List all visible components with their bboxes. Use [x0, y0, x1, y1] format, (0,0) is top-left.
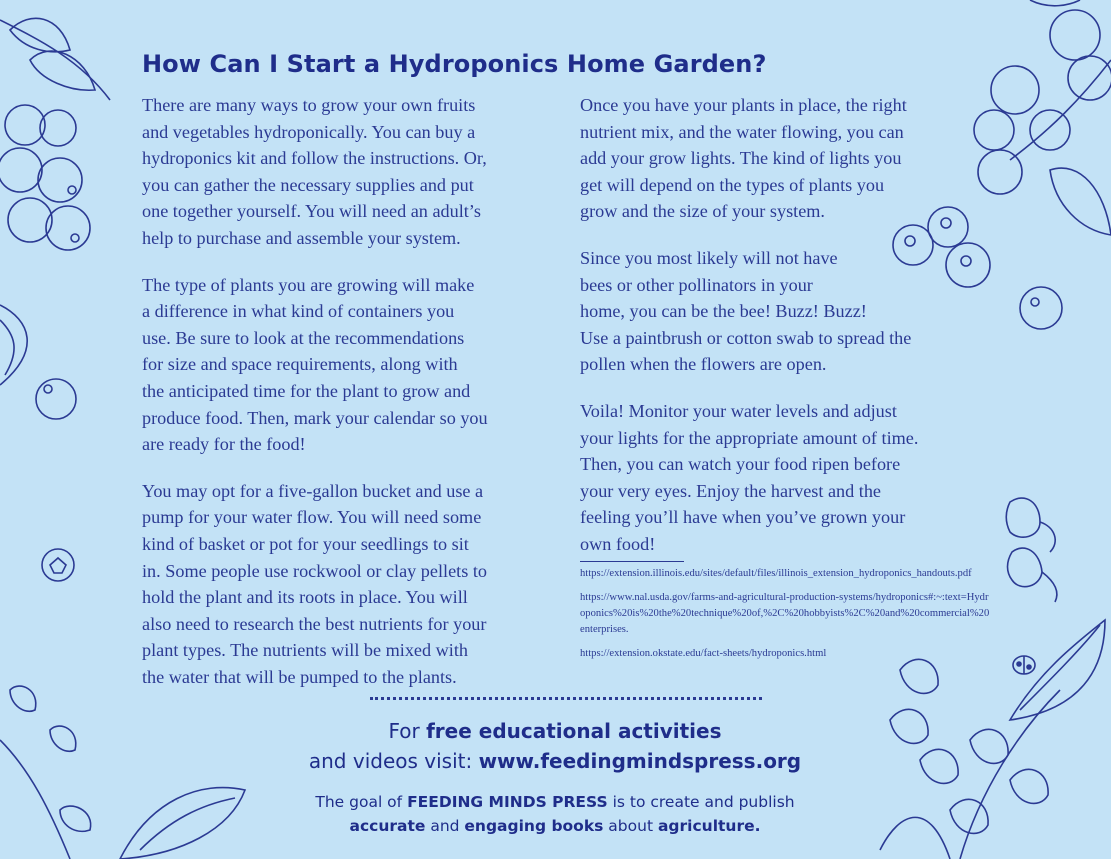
- promo-activities: [255, 716, 855, 776]
- text-line: nutrient mix, and the water flowing, you can: [580, 121, 904, 142]
- paragraph-pollination: [580, 245, 995, 378]
- footnote-divider: [580, 561, 684, 562]
- paragraph-containers: [142, 272, 552, 458]
- promo-text: and: [425, 817, 465, 835]
- footnote-illinois: https://extension.illinois.edu/sites/default/files/illinois_extension_hydroponics_handouts.pdf: [580, 568, 972, 579]
- text-line: a difference in what kind of containers you: [142, 301, 455, 322]
- blueberry-icon: [32, 375, 80, 423]
- text-line: plant types. The nutrients will be mixed with: [142, 640, 468, 661]
- blueberry-branch-icon: [0, 0, 115, 260]
- text-line: the anticipated time for the plant to grow and: [142, 380, 471, 401]
- text-line: you can gather the necessary supplies and put: [142, 174, 474, 195]
- text-line: own food!: [580, 533, 656, 554]
- ladybug-icon: [1010, 652, 1038, 676]
- blossom-icon: [36, 540, 81, 590]
- text-line: kind of basket or pot for your seedlings to sit: [142, 533, 469, 554]
- text-line: There are many ways to grow your own fruits: [142, 95, 476, 115]
- text-line: one together yourself. You will need an adult’s: [142, 201, 481, 222]
- text-line: your lights for the appropriate amount of time.: [580, 427, 919, 448]
- promo-accurate: accurate: [349, 817, 426, 835]
- text-line: help to purchase and assemble your system.: [142, 227, 461, 248]
- text-line: hydroponics kit and follow the instructions. Or,: [142, 148, 487, 169]
- footnote-usda: https://www.nal.usda.gov/farms-and-agricultural-production-systems/hydroponics#:~:text=Hydroponics%20is%20the%20technique%20of,%2C%20hobbyists%2C%20and%20commercial%20enterprises.: [580, 592, 990, 635]
- promo-line-2: [255, 746, 855, 776]
- text-line: produce food. Then, mark your calendar so you: [142, 407, 488, 428]
- footnote-okstate: https://extension.okstate.edu/fact-sheets/hydroponics.html: [580, 648, 827, 659]
- text-line: Once you have your plants in place, the right: [580, 95, 907, 115]
- text-line: pollen when the flowers are open.: [580, 354, 827, 375]
- text-line: the water that will be pumped to the plants.: [142, 666, 457, 687]
- text-line: in. Some people use rockwool or clay pellets to: [142, 560, 487, 581]
- text-line: pump for your water flow. You will need some: [142, 507, 482, 528]
- promo-text: is to create and publish: [607, 793, 795, 811]
- text-line: Use a paintbrush or cotton swab to spread the: [580, 327, 912, 348]
- page-title: How Can I Start a Hydroponics Home Garden?: [142, 50, 767, 78]
- text-line: also need to research the best nutrients for your: [142, 613, 487, 634]
- text-line: are ready for the food!: [142, 434, 306, 455]
- promo-text: For: [388, 719, 427, 743]
- promo-text: and videos visit:: [308, 749, 479, 773]
- text-line: add your grow lights. The kind of lights you: [580, 148, 902, 169]
- text-line: your very eyes. Enjoy the harvest and the: [580, 480, 882, 501]
- text-line: use. Be sure to look at the recommendations: [142, 327, 465, 348]
- text-line: home, you can be the bee! Buzz! Buzz!: [580, 301, 867, 322]
- paragraph-bucket: [142, 478, 552, 691]
- bellflower-icon: [1000, 492, 1070, 607]
- dotted-divider: [370, 697, 762, 700]
- text-line: and vegetables hydroponically. You can buy a: [142, 121, 476, 142]
- text-line: feeling you’ll have when you’ve grown your: [580, 507, 906, 528]
- text-line: grow and the size of your system.: [580, 201, 825, 222]
- promo-engaging-books: engaging books: [464, 817, 604, 835]
- promo-line-1: [255, 716, 855, 746]
- footnotes: [580, 566, 990, 670]
- paragraph-getting-started: [142, 92, 552, 252]
- text-line: Voila! Monitor your water levels and adjust: [580, 400, 897, 421]
- paragraph-grow-lights: [580, 92, 995, 225]
- promo-brand-name: FEEDING MINDS PRESS: [407, 793, 608, 811]
- promo-text: The goal of: [315, 793, 408, 811]
- promo-line-4: [255, 814, 855, 838]
- promo-mission: [255, 790, 855, 838]
- left-column: [142, 92, 552, 710]
- promo-agriculture: agriculture.: [657, 817, 761, 835]
- text-line: hold the plant and its roots in place. You will: [142, 587, 468, 608]
- text-line: Then, you can watch your food ripen before: [580, 454, 901, 475]
- text-line: bees or other pollinators in your: [580, 274, 813, 295]
- text-line: get will depend on the types of plants you: [580, 174, 885, 195]
- promo-line-3: [255, 790, 855, 814]
- promo-free-activities: free educational activities: [426, 719, 722, 743]
- text-line: for size and space requirements, along with: [142, 354, 458, 375]
- single-blueberry-icon: [1015, 282, 1067, 334]
- text-line: Since you most likely will not have: [580, 247, 838, 268]
- promo-website-link[interactable]: www.feedingmindspress.org: [478, 749, 802, 773]
- paragraph-harvest: [580, 398, 995, 558]
- text-line: The type of plants you are growing will make: [142, 274, 475, 295]
- promo-text: about: [603, 817, 658, 835]
- right-column: [580, 92, 995, 578]
- text-line: You may opt for a five-gallon bucket and use a: [142, 480, 484, 501]
